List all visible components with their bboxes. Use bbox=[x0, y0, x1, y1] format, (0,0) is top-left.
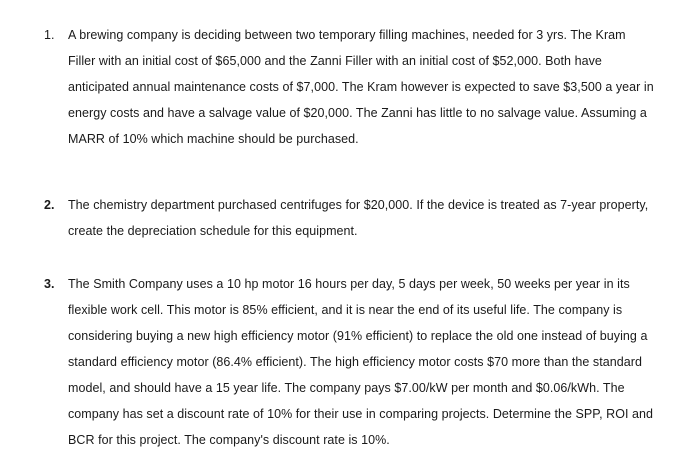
problem-text bbox=[68, 192, 664, 244]
problem-2 bbox=[44, 192, 664, 244]
text-line: flexible work cell. This motor is 85% efficient, and it is near the end of its useful life. The company is bbox=[68, 303, 623, 317]
problem-number: 1. bbox=[44, 28, 55, 42]
text-line: company has set a discount rate of 10% for their use in comparing projects. Determine the SPP, ROI and bbox=[68, 407, 654, 421]
text-line: create the depreciation schedule for this equipment. bbox=[68, 224, 358, 238]
text-line: The Smith Company uses a 10 hp motor 16 hours per day, 5 days per week, 50 weeks per year in its bbox=[68, 277, 630, 291]
text-line: BCR for this project. The company's discount rate is 10%. bbox=[68, 433, 390, 447]
text-line: A brewing company is deciding between two temporary filling machines, needed for 3 yrs. The Kram bbox=[68, 28, 626, 42]
text-line: The chemistry department purchased centrifuges for $20,000. If the device is treated as 7-year property, bbox=[68, 198, 649, 212]
problem-number: 3. bbox=[44, 277, 55, 291]
text-line: considering buying a new high efficiency motor (91% efficient) to replace the old one instead of buying a bbox=[68, 329, 648, 343]
text-line: energy costs and have a salvage value of $20,000. The Zanni has little to no salvage value. Assuming a bbox=[68, 106, 647, 120]
text-line: MARR of 10% which machine should be purchased. bbox=[68, 132, 359, 146]
problem-text bbox=[68, 271, 664, 453]
text-line: model, and should have a 15 year life. The company pays $7.00/kW per month and $0.06/kWh. The bbox=[68, 381, 625, 395]
text-line: standard efficiency motor (86.4% efficient). The high efficiency motor costs $70 more than the standard bbox=[68, 355, 642, 369]
problem-3 bbox=[44, 271, 664, 453]
problem-number: 2. bbox=[44, 198, 55, 212]
problem-1 bbox=[44, 22, 664, 152]
problem-text bbox=[68, 22, 664, 152]
text-line: anticipated annual maintenance costs of $7,000. The Kram however is expected to save $3,500 a year in bbox=[68, 80, 654, 94]
text-line: Filler with an initial cost of $65,000 and the Zanni Filler with an initial cost of $52,000. Both have bbox=[68, 54, 602, 68]
